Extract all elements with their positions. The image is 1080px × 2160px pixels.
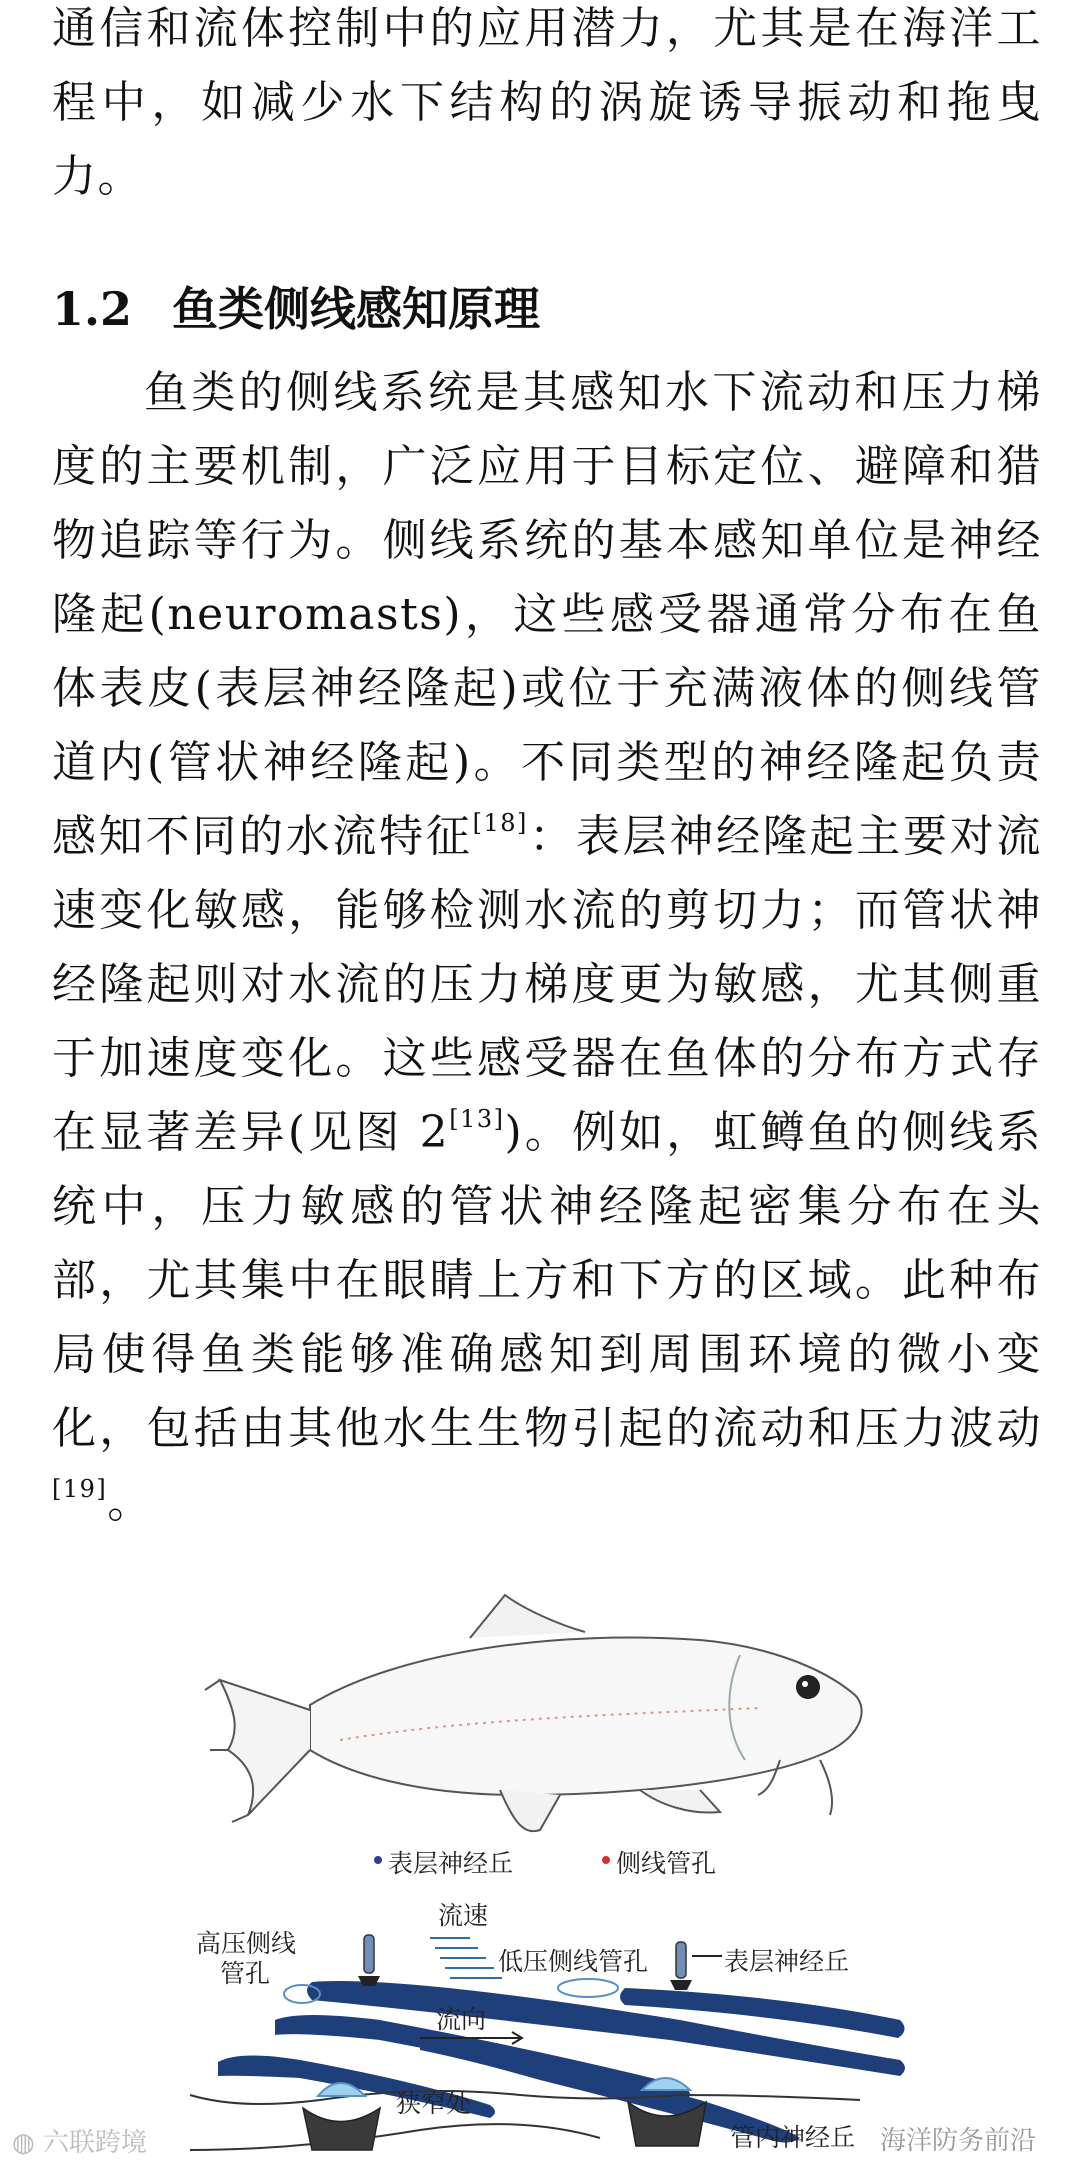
fish-drawing xyxy=(205,1595,862,1831)
legend-superficial-label: 表层神经丘 xyxy=(388,1849,514,1878)
section-number: 1.2 xyxy=(52,282,133,336)
citation-ref[interactable]: [18] xyxy=(472,809,528,837)
low-pressure-pore xyxy=(558,1979,618,1997)
legend-superficial-dot xyxy=(374,1856,382,1864)
paragraph-text: 。 xyxy=(107,1477,153,1528)
flow-direction-label: 流向 xyxy=(436,2005,487,2034)
watermark-right: 海洋防务前沿 xyxy=(880,2126,1037,2156)
narrow-section-label: 狭窄处 xyxy=(396,2089,472,2118)
legend-pore-dot xyxy=(602,1856,610,1864)
paragraph-text: 鱼类的侧线系统是其感知水下流动和压力梯度的主要机制，广泛应用于目标定位、避障和猎物追踪等行为。侧线系统的基本感知单位是神经隆起(neuromasts)，这些感受器通常分布在鱼体表皮(表层神经隆起)或位于充满液体的侧线管道内(管状神经隆起)。不同类型的神经隆起负责感知不同的水流特征 xyxy=(52,367,1042,862)
paragraph-text: ：表层神经隆起主要对流速变化敏感，能够检测水流的剪切力；而管状神经隆起则对水流的压力梯度更为敏感，尤其侧重于加速度变化。这些感受器在鱼体的分布方式存在显著差异(见图 2 xyxy=(52,811,1043,1158)
low-pressure-label: 低压侧线管孔 xyxy=(498,1947,649,1976)
section-heading xyxy=(52,272,540,346)
flow-speed-label: 流速 xyxy=(438,1901,489,1930)
watermark-left xyxy=(12,2122,147,2159)
main-paragraph xyxy=(52,356,1042,1540)
watermark-left-text: 六联跨境 xyxy=(42,2128,147,2158)
legend-pore-label: 侧线管孔 xyxy=(616,1849,717,1878)
high-pressure-label-line1: 高压侧线 xyxy=(196,1929,297,1958)
citation-ref[interactable]: [19] xyxy=(52,1475,108,1503)
high-pressure-label-line2: 管孔 xyxy=(220,1959,271,1988)
intro-paragraph: 通信和流体控制中的应用潜力，尤其是在海洋工程中，如减少水下结构的涡旋诱导振动和拖曳力。 xyxy=(52,3,1042,202)
canal-neuromast-label: 管内神经丘 xyxy=(730,2123,856,2152)
watermark-logo-icon: ◍ xyxy=(12,2128,35,2158)
paragraph-text: )。例如，虹鳟鱼的侧线系统中，压力敏感的管状神经隆起密集分布在头部，尤其集中在眼睛上方和下方的区域。此种布局使得鱼类能够准确感知到周围环境的微小变化，包括由其他水生生物引起的流动和压力波动 xyxy=(52,1107,1042,1454)
section-title: 鱼类侧线感知原理 xyxy=(172,282,540,336)
figure-lateral-line xyxy=(0,1590,1080,2160)
citation-ref[interactable]: [13] xyxy=(449,1105,505,1133)
superficial-neuromast-label: 表层神经丘 xyxy=(724,1947,850,1976)
flow-speed-arrows xyxy=(430,1938,502,1978)
figure-illustration xyxy=(0,1590,1080,2160)
